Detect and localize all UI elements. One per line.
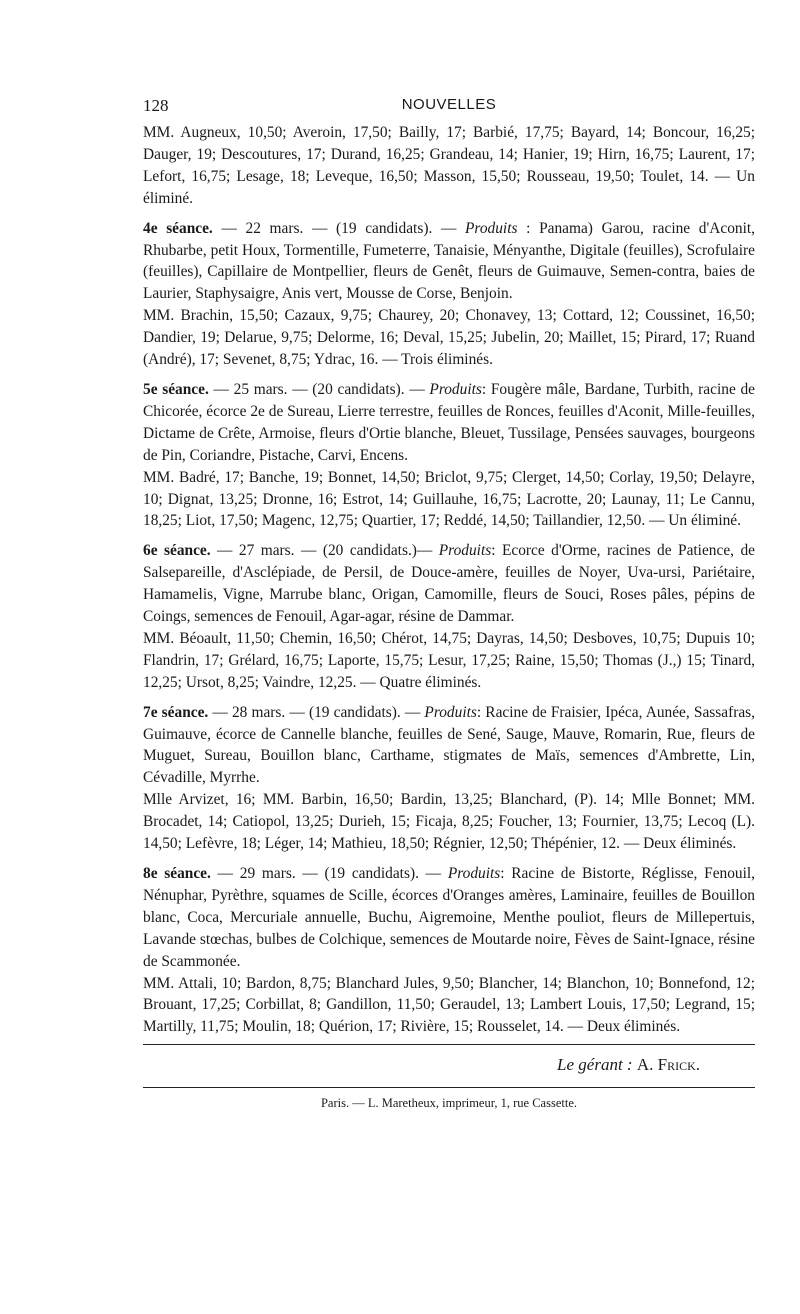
session-heading: 7e séance. [143, 703, 209, 721]
produits-list: : Ecorce d'Orme, racines de Patience, de Salsepareille, d'Asclépiade, de Persil, de Douce-amère, feuilles de Noyer, Uva-ursi, Pariétaire, Hamamelis, Vigne, Marrube blanc, Origan, Camomille, fleurs de Souci, Roses pâles, pépins de Coings, semences de Fenouil, Agar-agar, résine de Dammar. [143, 542, 755, 626]
signature-label: Le gérant : [557, 1055, 633, 1075]
session-paragraph [143, 540, 755, 628]
session-heading: 6e séance. [143, 542, 211, 560]
results-text: MM. Béoault, 11,50; Chemin, 16,50; Chérot, 14,75; Dayras, 14,50; Desboves, 10,75; Dupuis 10; Flandrin, 17; Grélard, 16,75; Laporte, 15,75; Lesur, 17,25; Raine, 15,50; Thomas (J.,) 15; Tinard, 12,25; Ursot, 8,25; Vaindre, 12,25. — Quatre éliminés. [143, 629, 755, 691]
results-paragraph [143, 122, 755, 210]
running-head [143, 96, 755, 122]
session-heading: 5e séance. [143, 380, 209, 398]
session-paragraph [143, 218, 755, 306]
results-text: MM. Brachin, 15,50; Cazaux, 9,75; Chaurey, 20; Chonavey, 13; Cottard, 12; Coussinet, 16,50; Dandier, 19; Delarue, 9,75; Delorme, 16; Deval, 15,25; Jubelin, 20; Maillet, 15; Pirard, 17; Ruand (André), 17; Sevenet, 8,75; Ydrac, 16. — Trois éliminés. [143, 307, 755, 369]
produits-label: Produits [465, 219, 518, 237]
produits-label: Produits [429, 380, 482, 398]
produits-list: : Fougère mâle, Bardane, Turbith, racine de Chicorée, écorce 2e de Sureau, Lierre terrestre, feuilles de Ronces, feuilles d'Aconit, Mille-feuilles, Dictame de Crête, Armoise, fleurs d'Ortie blanche, Bleuet, Tussilage, Pensées sauvages, bourgeons de Pin, Coriandre, Pistache, Carvi, Encens. [143, 380, 756, 464]
results-paragraph [143, 789, 755, 855]
session-paragraph [143, 863, 755, 973]
results-text: Mlle Arvizet, 16; MM. Barbin, 16,50; Bardin, 13,25; Blanchard, (P). 14; Mlle Bonnet; MM. Brocadet, 14; Catiopol, 13,25; Durieh, 15; Ficaja, 8,25; Foucher, 13; Fournier, 13,75; Lecoq (L). 14,50; Lefèvre, 18; Léger, 14; Mathieu, 18,50; Régnier, 12,50; Thépénier, 12. — Deux éliminés. [143, 791, 755, 853]
results-paragraph [143, 467, 755, 533]
results-paragraph [143, 628, 755, 694]
results-text: MM. Augneux, 10,50; Averoin, 17,50; Bailly, 17; Barbié, 17,75; Bayard, 14; Boncour, 16,25; Dauger, 19; Descoutures, 17; Durand, 16,25; Grandeau, 14; Hanier, 19; Hirn, 16,75; Laurent, 17; Lefort, 16,75; Lesage, 18; Leveque, 16,50; Masson, 15,50; Rousseau, 19,50; Toulet, 14. — Un éliminé. [143, 124, 755, 207]
results-text: MM. Badré, 17; Banche, 19; Bonnet, 14,50; Briclot, 9,75; Clerget, 14,50; Corlay, 19,50; Delayre, 10; Dignat, 13,25; Dronne, 16; Estrot, 14; Guillauhe, 16,75; Lacrotte, 20; Launay, 11; Le Cannu, 18,25; Liot, 17,50; Magenc, 12,75; Quartier, 17; Reddé, 14,50; Taillandier, 12,50. — Un éliminé. [143, 468, 755, 530]
produits-list: : Racine de Bistorte, Réglisse, Fenouil, Nénuphar, Pyrèthre, squames de Scille, écorces d'Oranges amères, Laminaire, feuilles de Bouillon blanc, Coca, Mercuriale annuelle, Buchu, Aigremoine, Menthe pouliot, fleurs de Millepertuis, Lavande stœchas, bulbes de Colchique, semences de Moutarde noire, Fèves de Saint-Ignace, résine de Scammonée. [143, 865, 756, 970]
session-meta: — 28 mars. — (19 candidats). — [208, 703, 425, 721]
running-title: NOUVELLES [401, 96, 497, 113]
separator-rule [143, 1044, 755, 1045]
session-meta: — 22 mars. — (19 candidats). — [212, 219, 466, 237]
session-heading: 4e séance. [143, 219, 213, 237]
session-paragraph [143, 379, 755, 467]
produits-list: : Panama) Garou, racine d'Aconit, Rhubarbe, petit Houx, Tormentille, Fumeterre, Tanaisie, Ményanthe, Digitale (feuilles), Scrofulaire (feuilles), Capillaire de Montpellier, fleurs de Genêt, fleurs de Guimauve, Semen-contra, baies de Laurier, Staphysaigre, Anis vert, Mousse de Corse, Benjoin. [143, 219, 755, 303]
results-paragraph [143, 305, 755, 371]
footer-rule [143, 1087, 755, 1088]
session-meta: — 29 mars. — (19 candidats). — [210, 865, 448, 882]
produits-label: Produits [447, 865, 501, 882]
session-meta: — 25 mars. — (20 candidats). — [208, 380, 430, 398]
produits-label: Produits [424, 703, 477, 721]
printer-imprint: Paris. — L. Maretheux, imprimeur, 1, rue Cassette. [320, 1096, 578, 1111]
page-content [143, 96, 755, 1111]
signature [143, 1055, 755, 1075]
session-paragraph [143, 702, 755, 790]
results-text: MM. Attali, 10; Bardon, 8,75; Blanchard Jules, 9,50; Blancher, 14; Blanchon, 10; Bonnefond, 12; Brouant, 17,25; Corbillat, 8; Gandillon, 11,50; Geraudel, 13; Lambert Louis, 17,50; Legrand, 15; Martilly, 11,75; Moulin, 18; Quérion, 17; Rivière, 15; Rousselet, 14. — Deux éliminés. [143, 974, 755, 1036]
produits-label: Produits [438, 542, 492, 560]
session-heading: 8e séance. [143, 865, 211, 882]
signature-name: A. Frick. [636, 1055, 700, 1075]
results-paragraph [143, 973, 755, 1039]
session-meta: — 27 mars. — (20 candidats.)— [210, 542, 439, 560]
page-number: 128 [143, 96, 169, 115]
produits-list: : Racine de Fraisier, Ipéca, Aunée, Sassafras, Guimauve, écorce de Cannelle blanche, feuilles de Sené, Sauge, Mauve, Romarin, Rue, fleurs de Muguet, Sureau, Bouillon blanc, Carthame, stigmates de Maïs, semences d'Ambrette, Lin, Cévadille, Myrrhe. [143, 703, 756, 787]
